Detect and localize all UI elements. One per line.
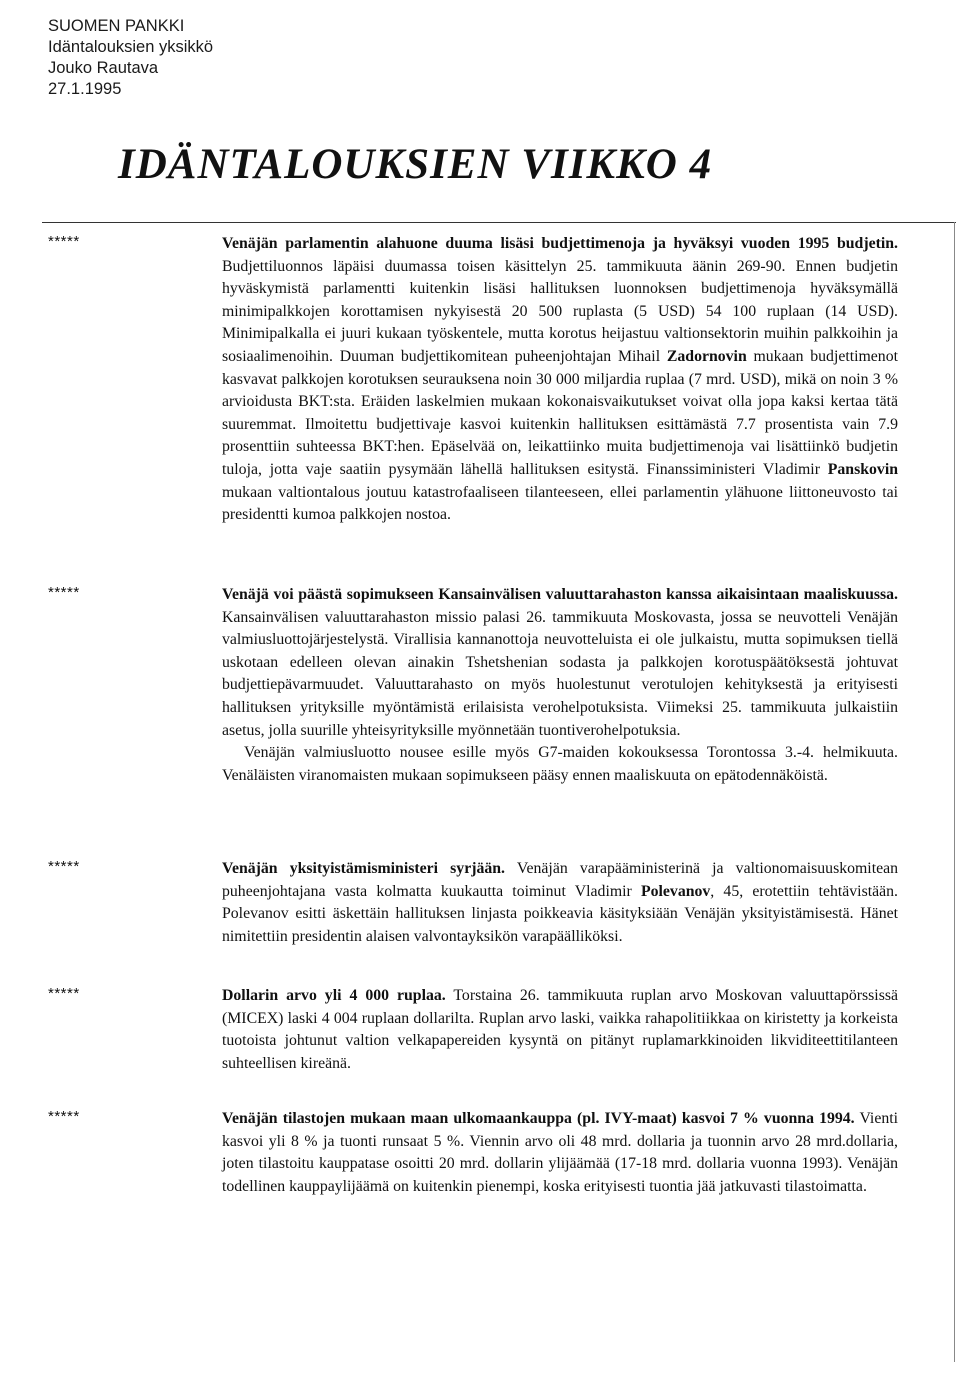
author-name: Jouko Rautava	[48, 59, 159, 77]
person-name: Polevanov	[640, 882, 711, 900]
article-body: Kansainvälisen valuuttarahaston missio palasi 26. tammikuuta Moskovasta, jossa se neuvotteli Venäjän valmiusluottojärjestelystä. Virallisia kannanottoja neuvotteluista ei ole julkaistu, mutta sopimuksen tiellä uskotaan edelleen olevan ainakin Tshetshenian sodasta ja palkkojen korotuspäätöksestä johtuvat budjettiepävarmuudet. Valuuttarahasto on myös huolestunut verotulojen kehityksestä ja erityisesti hallituksen yrityksille myöntämistä erilaisista verohelpotuksista. Viimeksi 25. tammikuuta julkaistiin asetus, jolla suurille yhteisyrityksille myönnetään tuontiverohelpotuksia.	[222, 608, 898, 739]
header-divider	[42, 222, 956, 223]
person-name: Zadornovin	[666, 347, 747, 365]
article-body: mukaan valtiontalous joutuu katastrofaaliseen tilanteeseen, ellei parlamentin ylähuone liittoneuvosto tai presidentti kumoa palkkojen nostoa.	[222, 483, 898, 524]
article-text	[222, 584, 898, 787]
article-body: Venäjän valmiusluotto nousee esille myös G7-maiden kokouksessa Torontossa 3.-4. helmikuuta. Venäläisten viranomaisten mukaan sopimukseen pääsy ennen maaliskuuta on epätodennäköistä.	[222, 744, 898, 784]
article-text	[222, 985, 898, 1075]
article-text	[222, 858, 898, 948]
article-headline: Dollarin arvo yli 4 000 ruplaa.	[222, 987, 446, 1004]
article-body: , 45, erotettiin tehtävistään. Polevanov esitti äskettäin hallituksen linjasta poikkeavia käsityksiään Venäjän yksityistämisestä. Hänet nimitettiin presidentin alaisen valvontayksikön varapäälliköksi.	[222, 882, 898, 945]
article-headline: Venäjä voi päästä sopimukseen Kansainvälisen valuuttarahaston kanssa aikaisintaan maaliskuussa.	[222, 586, 898, 603]
unit-name: Idäntalouksien yksikkö	[48, 38, 214, 56]
article-body: mukaan budjettimenot kasvavat palkkojen korotuksen seurauksena noin 30 000 miljardia ruplaa (7 mrd. USD), mikä on noin 3 % arvioidusta BKT:sta. Eräiden laskelmien mukaan kokonaisvaikutukset voivat olla jopa kaksi kertaa tätä suuremmat. Ilmoitettu budjettivaje kasvoi kuitenkin hallituksen esittämästä 7.7 prosentista vain 7.9 prosenttiin suhteessa BKT:hen. Epäselvää on, leikattiinko muita budjettimenoja vai lisättiinkö budjetin tuloja, jotta vaje saatiin pysymään lähellä hallituksen esitystä. Finanssiministeri Vladimir	[222, 347, 898, 478]
document-date: 27.1.1995	[48, 80, 122, 98]
article-marker: *****	[48, 1108, 80, 1125]
article-body: Budjettiluonnos läpäisi duumassa toisen käsittelyn 25. tammikuuta äänin 269-90. Ennen budjetin hyväskymistä parlamentti kuitenkin lisäsi hallituksen luonnoksen budjettimenoja hyväksymällä minimipalkkojen korottamisen nykyisestä 20 500 ruplasta (5 USD) 54 100 ruplaan (14 USD). Minimipalkalla ei juuri kukaan työskentele, mutta korotus heijastuu valtionsektorin muihin palkkoihin ja sosiaalimenoihin. Duuman budjettikomitean puheenjohtajan Mihail	[222, 257, 898, 365]
person-name: Panskovin	[827, 460, 898, 478]
article-marker: *****	[48, 858, 80, 875]
article-marker: *****	[48, 233, 80, 250]
article-headline: Venäjän parlamentin alahuone duuma lisäsi budjettimenoja ja hyväksyi vuoden 1995 budjetin.	[222, 235, 898, 252]
organization-name: SUOMEN PANKKI	[48, 17, 185, 35]
article-body: Venäjän varapääministerinä ja valtionomaisuuskomitean puheenjohtajana vasta kolmatta kuukautta toiminut Vladimir	[222, 860, 898, 900]
page-title: IDÄNTALOUKSIEN VIIKKO 4	[118, 141, 713, 188]
article-text	[222, 233, 898, 527]
article-marker: *****	[48, 584, 80, 601]
article-headline: Venäjän yksityistämisministeri syrjään.	[222, 860, 506, 877]
right-margin-rule	[954, 222, 955, 1362]
article-marker: *****	[48, 985, 80, 1002]
article-body: Vienti kasvoi yli 8 % ja tuonti runsaat 5 %. Viennin arvo oli 48 mrd. dollaria ja tuonnin arvo 28 mrd.dollaria, joten tilastoitu kauppatase osoitti 20 mrd. dollarin ylijäämää (17-18 mrd. dollaria vuonna 1993). Venäjän todellinen kauppaylijäämä on kuitenkin pienempi, koska erityisesti tuontia jää jatkuvasti tilastoimatta.	[222, 1110, 899, 1195]
document-header	[48, 16, 213, 100]
article-headline: Venäjän tilastojen mukaan maan ulkomaankauppa (pl. IVY-maat) kasvoi 7 % vuonna 1994.	[222, 1110, 855, 1127]
article-body: Torstaina 26. tammikuuta ruplan arvo Moskovan valuuttapörssissä (MICEX) laski 4 004 ruplaan dollarilta. Ruplan arvo laski, vaikka rahapolitiikkaa on kiristetty ja korkeista tuotoista johtunut valtion velkapapereiden kysyntä on pitänyt ruplamarkkinoiden likviditeettitilanteen suhteellisen kireänä.	[222, 987, 899, 1072]
article-text	[222, 1108, 898, 1198]
